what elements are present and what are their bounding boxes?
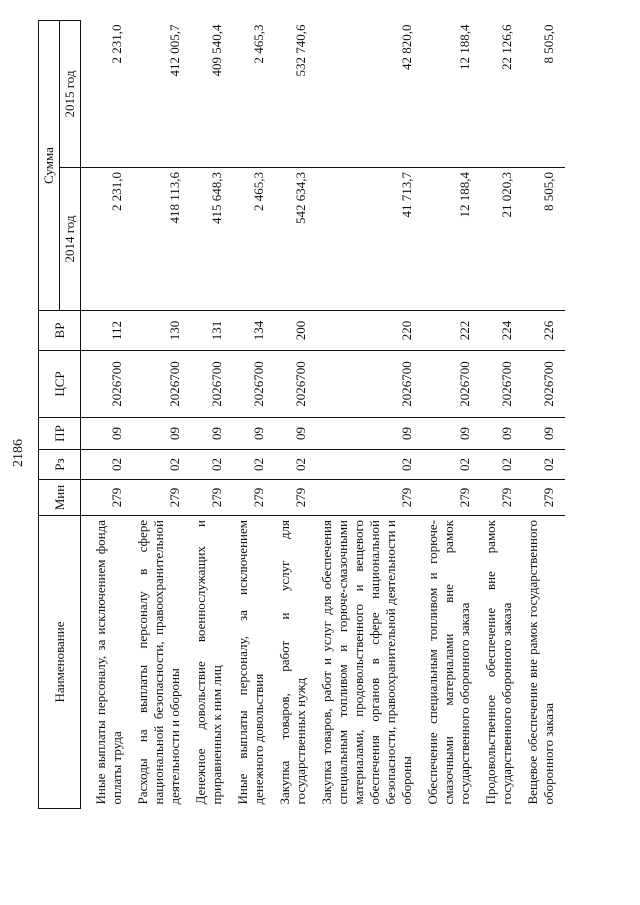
row-csr: 2026700 — [275, 351, 311, 418]
row-amount-2015: 412 005,7 — [133, 21, 185, 168]
row-amount-2015: 8 505,0 — [523, 21, 559, 168]
row-amount-2015: 2 231,0 — [91, 21, 127, 168]
row-amount-2014: 41 713,7 — [317, 168, 417, 311]
row-name: Закупка товаров, работ и услуг для обеспечения специальным топливом и горюче-смазочными материалами, продовольственного и вещевого обеспечения органов в сфере национальной безопасности, правоохранительной деятельности и обороны — [318, 520, 414, 805]
row-min: 279 — [133, 480, 185, 516]
row-amount-2014: 415 648,3 — [191, 168, 227, 311]
row-csr: 2026700 — [423, 351, 475, 418]
budget-table — [38, 20, 565, 809]
row-amount-2015: 42 820,0 — [317, 21, 417, 168]
row-min: 279 — [233, 480, 269, 516]
row-name: Иные выплаты персоналу, за исключением денежного довольствия — [234, 520, 266, 805]
row-amount-2014: 418 113,6 — [133, 168, 185, 311]
header-vr: ВР — [39, 311, 81, 351]
row-pr: 09 — [233, 418, 269, 450]
table-row — [523, 21, 559, 809]
row-amount-2015: 22 126,6 — [481, 21, 517, 168]
table-body — [81, 21, 565, 809]
row-name: Обеспечение специальным топливом и горюче-смазочными материалами вне рамок государственного оборонного заказа — [424, 520, 472, 805]
table-spacer — [81, 21, 91, 809]
row-rz: 02 — [523, 450, 559, 480]
row-name: Денежное довольствие военнослужащих и приравненных к ним лиц — [192, 520, 224, 805]
row-pr: 09 — [317, 418, 417, 450]
row-csr: 2026700 — [523, 351, 559, 418]
table-row — [423, 21, 475, 809]
row-rz: 02 — [91, 450, 127, 480]
table-spacer — [559, 21, 565, 809]
row-amount-2014: 542 634,3 — [275, 168, 311, 311]
row-rz: 02 — [481, 450, 517, 480]
row-amount-2015: 2 465,3 — [233, 21, 269, 168]
row-min: 279 — [423, 480, 475, 516]
row-csr: 2026700 — [233, 351, 269, 418]
row-name: Закупка товаров, работ и услуг для государственных нужд — [276, 520, 308, 805]
row-vr: 224 — [481, 311, 517, 351]
row-rz: 02 — [133, 450, 185, 480]
row-min: 279 — [275, 480, 311, 516]
row-vr: 130 — [133, 311, 185, 351]
table-row — [191, 21, 227, 809]
header-2014: 2014 год — [60, 168, 81, 311]
row-vr: 131 — [191, 311, 227, 351]
row-pr: 09 — [523, 418, 559, 450]
header-sum: Сумма — [39, 21, 60, 311]
row-amount-2015: 409 540,4 — [191, 21, 227, 168]
row-min: 279 — [317, 480, 417, 516]
header-rz: Рз — [39, 450, 81, 480]
row-rz: 02 — [317, 450, 417, 480]
row-rz: 02 — [423, 450, 475, 480]
row-csr: 2026700 — [91, 351, 127, 418]
row-pr: 09 — [423, 418, 475, 450]
header-csr: ЦСР — [39, 351, 81, 418]
row-min: 279 — [523, 480, 559, 516]
row-name: Продовольственное обеспечение вне рамок государственного оборонного заказа — [482, 520, 514, 805]
header-name: Наименование — [39, 516, 81, 809]
row-amount-2015: 532 740,6 — [275, 21, 311, 168]
row-pr: 09 — [133, 418, 185, 450]
row-amount-2014: 12 188,4 — [423, 168, 475, 311]
row-pr: 09 — [91, 418, 127, 450]
row-min: 279 — [191, 480, 227, 516]
row-vr: 220 — [317, 311, 417, 351]
row-csr: 2026700 — [191, 351, 227, 418]
row-vr: 134 — [233, 311, 269, 351]
row-vr: 112 — [91, 311, 127, 351]
row-name: Иные выплаты персоналу, за исключением фонда оплаты труда — [92, 520, 124, 805]
table-row — [233, 21, 269, 809]
page-number: 2186 — [11, 439, 26, 467]
table-row — [317, 21, 417, 809]
row-rz: 02 — [275, 450, 311, 480]
row-vr: 200 — [275, 311, 311, 351]
table-row — [481, 21, 517, 809]
table-row — [275, 21, 311, 809]
row-rz: 02 — [233, 450, 269, 480]
table-row — [91, 21, 127, 809]
row-csr: 2026700 — [481, 351, 517, 418]
row-amount-2014: 8 505,0 — [523, 168, 559, 311]
header-min: Мин — [39, 480, 81, 516]
row-pr: 09 — [191, 418, 227, 450]
row-vr: 226 — [523, 311, 559, 351]
row-name: Вещевое обеспечение вне рамок государственного оборонного заказа — [524, 520, 556, 805]
table-row — [133, 21, 185, 809]
row-vr: 222 — [423, 311, 475, 351]
header-2015: 2015 год — [60, 21, 81, 168]
row-rz: 02 — [191, 450, 227, 480]
row-amount-2014: 21 020,3 — [481, 168, 517, 311]
header-pr: ПР — [39, 418, 81, 450]
row-pr: 09 — [481, 418, 517, 450]
row-pr: 09 — [275, 418, 311, 450]
row-amount-2014: 2 465,3 — [233, 168, 269, 311]
row-name: Расходы на выплаты персоналу в сфере национальной безопасности, правоохранительной деятельности и обороны — [134, 520, 182, 805]
row-min: 279 — [481, 480, 517, 516]
row-csr: 2026700 — [317, 351, 417, 418]
row-csr: 2026700 — [133, 351, 185, 418]
row-amount-2015: 12 188,4 — [423, 21, 475, 168]
row-min: 279 — [91, 480, 127, 516]
row-amount-2014: 2 231,0 — [91, 168, 127, 311]
